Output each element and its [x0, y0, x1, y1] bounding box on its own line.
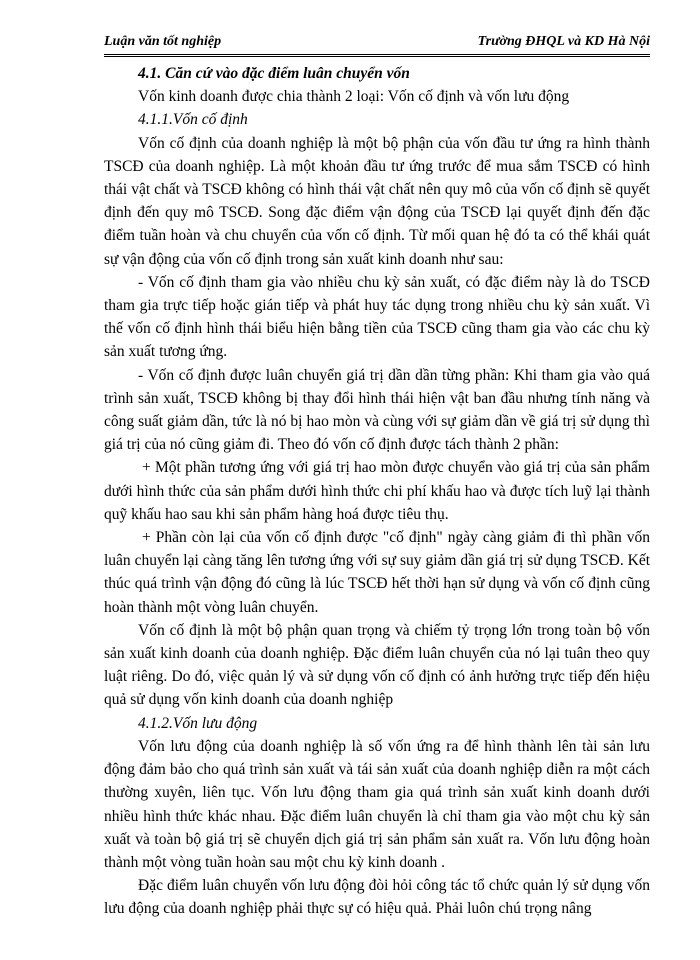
paragraph-depreciation-part: + Một phần tương ứng với giá trị hao mòn được chuyển vào giá trị của sản phẩm dưới hình thức của sản phẩm dưới hình thức chi phí khấu hao và được tích luỹ lại thành quỹ khấu hao sau khi sản phẩm hàng hoá được tiêu thụ.: [104, 459, 650, 523]
intro-paragraph: Vốn kinh doanh được chia thành 2 loại: Vốn cố định và vốn lưu động: [138, 88, 570, 106]
header-university-label: Trường ĐHQL và KD Hà Nội: [477, 34, 650, 49]
subsection-heading-4-1-1: 4.1.1.Vốn cố định: [138, 111, 248, 129]
paragraph-working-capital-definition: Vốn lưu động của doanh nghiệp là số vốn ứng ra để hình thành lên tài sản lưu động đảm bảo cho quá trình sản xuất và tái sản xuất của doanh nghiệp diễn ra một cách thường xuyên, liên tục. Vốn lưu động tham gia quá trình sản xuất kinh doanh dưới nhiều hình thức khác nhau. Đặc điểm luân chuyển là chỉ tham gia vào một chu kỳ sản xuất và toàn bộ giá trị sẽ chuyển dịch giá trị sản phẩm sản xuất ra. Vốn lưu động hoàn thành một vòng tuần hoàn sau một chu kỳ kinh doanh .: [104, 737, 650, 871]
document-body: [104, 62, 650, 921]
section-heading-4-1: 4.1. Căn cứ vào đặc điểm luân chuyển vốn: [138, 65, 410, 82]
paragraph-remaining-part: + Phần còn lại của vốn cố định được "cố định" ngày càng giảm đi thì phần vốn luân chuyển lại càng tăng lên tương ứng với sự suy giảm dần giá trị sử dụng TSCĐ. Kết thúc quá trình vận động đó cũng là lúc TSCĐ hết thời hạn sử dụng và vốn cố định cũng hoàn thành một vòng luân chuyển.: [104, 529, 650, 616]
paragraph-fixed-capital-cycles: - Vốn cố định tham gia vào nhiều chu kỳ sản xuất, có đặc điểm này là do TSCĐ tham gia trực tiếp hoặc gián tiếp và phát huy tác dụng trong nhiều chu kỳ sản xuất. Vì thế vốn cố định hình thái biểu hiện bằng tiền của TSCĐ cũng tham gia vào các chu kỳ sản xuất tương ứng.: [104, 273, 650, 361]
paragraph-working-capital-management: Đặc điểm luân chuyển vốn lưu động đòi hỏi công tác tổ chức quản lý sử dụng vốn lưu động của doanh nghiệp phải thực sự có hiệu quả. Phải luôn chú trọng nâng: [104, 877, 650, 918]
paragraph-fixed-capital-definition: Vốn cố định của doanh nghiệp là một bộ phận của vốn đầu tư ứng ra hình thành TSCĐ của doanh nghiệp. Là một khoản đầu tư ứng trước để mua sắm TSCĐ có hình thái vật chất và TSCĐ không có hình thái vật chất nên quy mô của vốn cố định sẽ quyết định đến quy mô TSCĐ. Song đặc điểm vận động của TSCĐ lại quyết định đến đặc điểm tuần hoàn và chu chuyển của vốn cố định. Từ mối quan hệ đó ta có thể khái quát sự vận động của vốn cố định trong sản xuất kinh doanh như sau:: [104, 134, 650, 268]
header-thesis-label: Luận văn tốt nghiệp: [104, 34, 222, 49]
subsection-heading-4-1-2: 4.1.2.Vốn lưu động: [138, 714, 258, 732]
paragraph-fixed-capital-gradual: - Vốn cố định được luân chuyển giá trị dần dần từng phần: Khi tham gia vào quá trình sản xuất, TSCĐ không bị thay đổi hình thái hiện vật ban đầu nhưng tính năng và công suất giảm dần, tức là nó bị hao mòn và cùng với sự giảm dần về giá trị sử dụng thì giá trị của nó cũng giảm đi. Theo đó vốn cố định được tách thành 2 phần:: [104, 366, 650, 454]
page-header: [104, 34, 650, 57]
paragraph-fixed-capital-importance: Vốn cố định là một bộ phận quan trọng và chiếm tỷ trọng lớn trong toàn bộ vốn sản xuất kinh doanh của doanh nghiệp. Đặc điểm luân chuyển của nó lại tuân theo quy luật riêng. Do đó, việc quản lý và sử dụng vốn cố định có ảnh hưởng trực tiếp đến hiệu quả sử dụng vốn kinh doanh của doanh nghiệp: [104, 621, 650, 709]
